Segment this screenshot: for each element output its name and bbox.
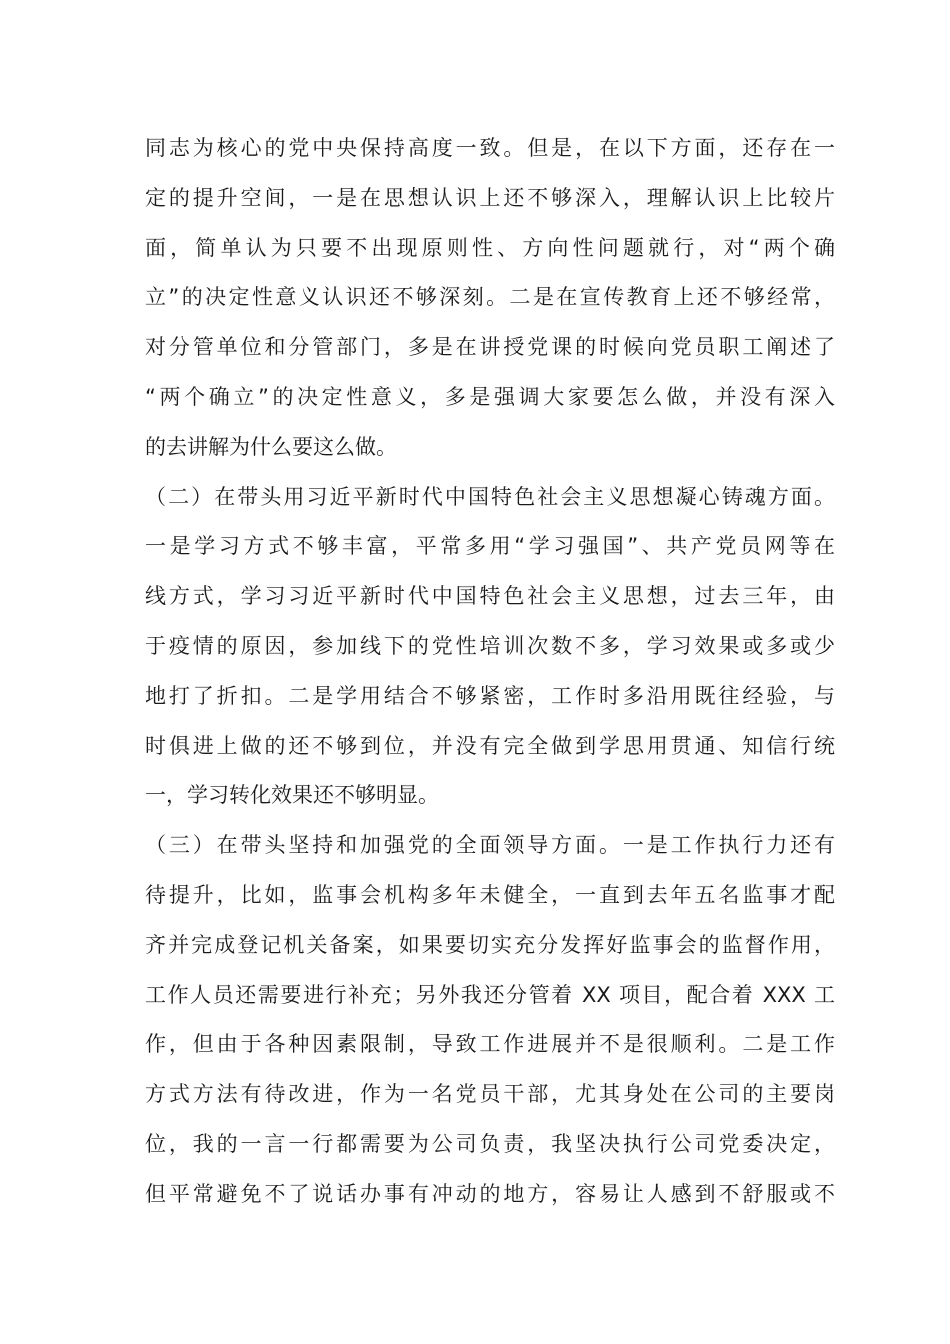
- text-line: 一，学习转化效果还不够明显。: [145, 783, 439, 808]
- text-line: 对分管单位和分管部门，多是在讲授党课的时候向党员职工阐述了: [145, 335, 835, 360]
- text-line: 但平常避免不了说话办事有冲动的地方，容易让人感到不舒服或不: [145, 1181, 835, 1206]
- text-line: 的去讲解为什么要这么做。: [145, 434, 397, 459]
- text-line: 位，我的一言一行都需要为公司负责，我坚决执行公司党委决定，: [145, 1131, 835, 1156]
- document-body: [145, 124, 835, 1220]
- text-line: （三）在带头坚持和加强党的全面领导方面。一是工作执行力还有: [145, 833, 835, 858]
- text-line: 作，但由于各种因素限制，导致工作进展并不是很顺利。二是工作: [145, 1032, 835, 1057]
- text-line: 工作人员还需要进行补充；另外我还分管着 XX 项目，配合着 XXX 工: [145, 982, 835, 1007]
- text-line: 同志为核心的党中央保持高度一致。但是，在以下方面，还存在一: [145, 136, 835, 160]
- text-line: “两个确立”的决定性意义，多是强调大家要怎么做，并没有深入: [145, 384, 835, 409]
- text-line: 齐并完成登记机关备案，如果要切实充分发挥好监事会的监督作用，: [145, 932, 835, 957]
- text-line: 面，简单认为只要不出现原则性、方向性问题就行，对“两个确: [145, 235, 835, 260]
- text-line: 立”的决定性意义认识还不够深刻。二是在宣传教育上还不够经常，: [145, 285, 835, 310]
- text-line: 于疫情的原因，参加线下的党性培训次数不多，学习效果或多或少: [145, 633, 835, 658]
- text-line: （二）在带头用习近平新时代中国特色社会主义思想凝心铸魂方面。: [145, 484, 835, 509]
- text-line: 一是学习方式不够丰富，平常多用“学习强国”、共产党员网等在: [145, 534, 835, 559]
- text-line: 定的提升空间，一是在思想认识上还不够深入，理解认识上比较片: [145, 185, 835, 210]
- text-line: 方式方法有待改进，作为一名党员干部，尤其身处在公司的主要岗: [145, 1082, 835, 1107]
- text-line: 地打了折扣。二是学用结合不够紧密，工作时多沿用既往经验，与: [145, 683, 835, 708]
- text-line: 线方式，学习习近平新时代中国特色社会主义思想，过去三年，由: [145, 584, 835, 609]
- text-line: 时俱进上做的还不够到位，并没有完全做到学思用贯通、知信行统: [145, 733, 835, 758]
- text-line: 待提升，比如，监事会机构多年未健全，一直到去年五名监事才配: [145, 882, 835, 907]
